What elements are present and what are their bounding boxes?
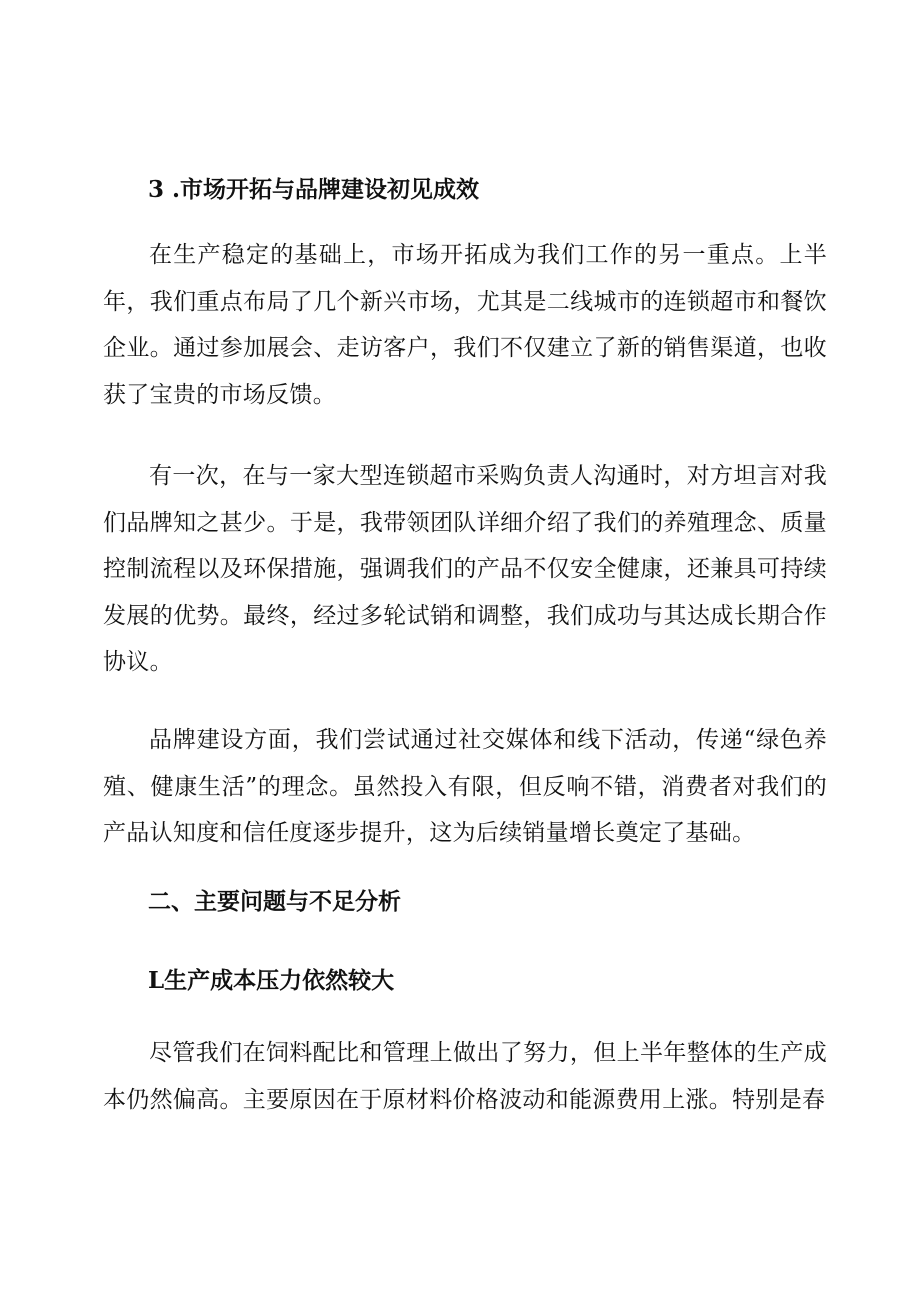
paragraph-supermarket-story: 有一次，在与一家大型连锁超市采购负责人沟通时，对方坦言对我们品牌知之甚少。于是，我带领团队详细介绍了我们的养殖理念、质量控制流程以及环保措施，强调我们的产品不仅安全健康，还兼具可持续发展的优势。最终，经过多轮试销和调整，我们成功与其达成长期合作协议。 [103, 463, 827, 675]
subsection-heading-cost-pressure: L生产成本压力依然较大 [148, 967, 395, 994]
paragraph-brand-building: 品牌建设方面，我们尝试通过社交媒体和线下活动，传递“绿色养殖、健康生活”的理念。虽然投入有限，但反响不错，消费者对我们的产品认知度和信任度逐步提升，这为后续销量增长奠定了基础。 [103, 727, 827, 846]
section-heading-market-brand: 3 .市场开拓与品牌建设初见成效 [148, 176, 480, 203]
part-heading-problems: 二、主要问题与不足分析 [148, 888, 401, 915]
paragraph-production-cost: 尽管我们在饲料配比和管理上做出了努力，但上半年整体的生产成本仍然偏高。主要原因在于原材料价格波动和能源费用上涨。特别是春 [103, 1040, 827, 1113]
paragraph-market-expansion: 在生产稳定的基础上，市场开拓成为我们工作的另一重点。上半年，我们重点布局了几个新兴市场，尤其是二线城市的连锁超市和餐饮企业。通过参加展会、走访客户，我们不仅建立了新的销售渠道，也收获了宝贵的市场反馈。 [103, 242, 827, 408]
